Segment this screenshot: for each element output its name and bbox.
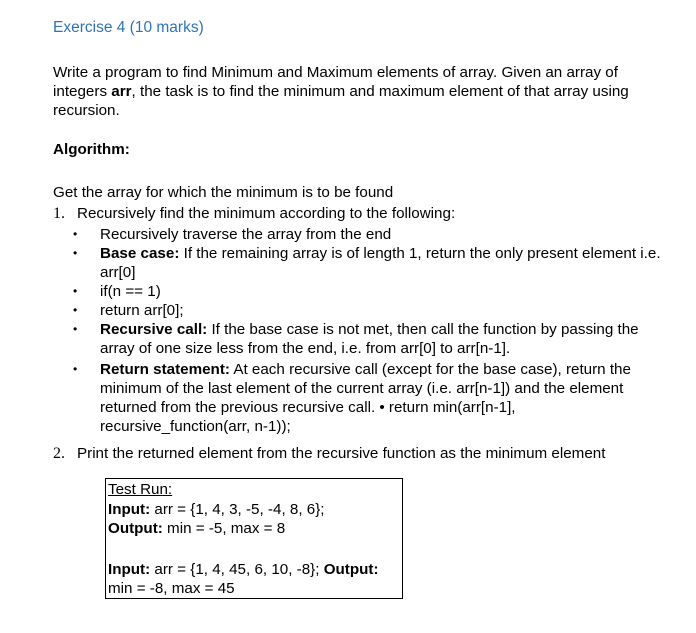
test-input-1: Input: arr = {1, 4, 3, -5, -4, 8, 6}; (108, 500, 325, 518)
bullet-item: • if(n == 1) (73, 283, 161, 300)
algorithm-label: Algorithm: (53, 141, 130, 158)
step-2: 2. Print the returned element from the recursive function as the minimum element (53, 445, 606, 462)
test-input-2: Input: arr = {1, 4, 45, 6, 10, -8}; Output: (108, 560, 379, 578)
bullet-dot: • (73, 246, 78, 260)
bullet-dot: • (73, 284, 78, 298)
bullet-item: • Return statement: At each recursive call (except for the base case), return the minimum of the last element of the current array (i.e. arr[n-1]) and the element returned from the previous recursive call. • return min(arr[n-1], recursive_function(arr, n-1)); (73, 361, 631, 435)
bullet-item: • Recursive call: If the base case is not met, then call the function by passing the array of one size less from the end, i.e. from arr[0] to arr[n-1]. (73, 321, 639, 357)
bullet-item: • Recursively traverse the array from the end (73, 226, 392, 243)
test-output-1: Output: min = -5, max = 8 (108, 520, 286, 537)
exercise-heading: Exercise 4 (10 marks) (53, 19, 204, 36)
bullet-dot: • (73, 322, 78, 336)
bullet-dot: • (73, 362, 78, 376)
test-output-2: min = -8, max = 45 (108, 580, 235, 597)
test-run-box (105, 478, 403, 599)
get-array-line: Get the array for which the minimum is to be found (53, 184, 394, 201)
intro-paragraph: Write a program to find Minimum and Maximum elements of array. Given an array of integers arr, the task is to find the minimum and maximum element of that array using recursion. (53, 64, 629, 119)
bullet-item: • return arr[0]; (73, 302, 184, 319)
step-1: 1. Recursively find the minimum according to the following: (53, 205, 456, 222)
bullet-dot: • (73, 303, 78, 317)
test-run-title: Test Run: (108, 481, 173, 498)
bullet-dot: • (73, 227, 78, 241)
bullet-item: • Base case: If the remaining array is of length 1, return the only present element i.e. arr[0] (73, 245, 661, 281)
